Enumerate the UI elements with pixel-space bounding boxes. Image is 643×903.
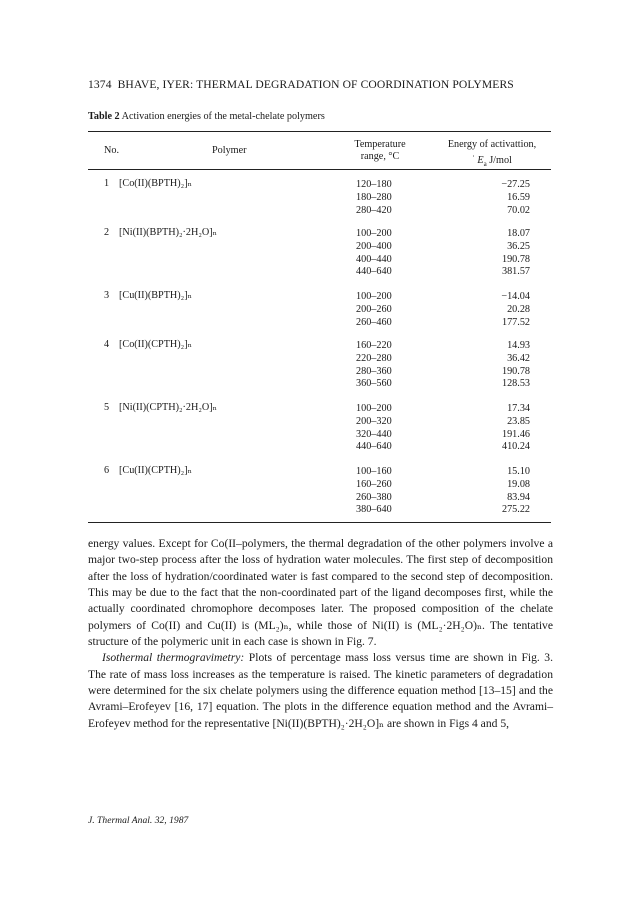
activation-energy: 36.25 bbox=[507, 240, 530, 252]
activation-energy: 410.24 bbox=[501, 441, 530, 453]
activation-energy: 17.34 bbox=[507, 403, 530, 414]
activation-energy: 381.57 bbox=[501, 266, 530, 278]
activation-energy: −27.25 bbox=[501, 179, 530, 190]
temperature-range: 360–560 bbox=[356, 378, 392, 390]
activation-energy: 16.59 bbox=[507, 191, 530, 203]
activation-energy: 36.42 bbox=[507, 352, 530, 364]
activation-energy: 83.94 bbox=[507, 491, 530, 503]
polymer-name: [Ni(II)(CPTH)₂·2H₂O]ₙ bbox=[119, 402, 218, 413]
row-number: 6 bbox=[104, 465, 110, 476]
table-top-rule bbox=[88, 131, 551, 132]
temperature-range: 200–320 bbox=[356, 415, 392, 427]
temperature-range: 220–280 bbox=[356, 352, 392, 364]
temperature-range: 100–200 bbox=[356, 291, 392, 302]
section-heading-isothermal: Isothermal thermogravimetry: bbox=[102, 651, 245, 665]
row-number: 5 bbox=[104, 402, 110, 413]
temperature-range: 100–200 bbox=[356, 228, 392, 239]
body-paragraph-2-text: Plots of percentage mass loss versus time are shown in Fig. 3. The rate of mass loss increases as the temperature is raised. The kinetic parameters of degradation were determined for the six chelate polymers using the difference equation method [13–15] and the Avrami–Erofeyev [16, 17] equation. The plots in the difference equation method and the Avrami–Erofeyev method for the representative [Ni(II)(BPTH)₂·2H₂O]ₙ are shown in Figs 4 and 5, bbox=[88, 651, 553, 730]
table-header-rule bbox=[88, 169, 551, 170]
energy-header-line1: Energy of activattion, bbox=[447, 139, 537, 150]
activation-energy: 190.78 bbox=[501, 253, 530, 265]
temperature-range: 440–640 bbox=[356, 441, 392, 453]
table-caption bbox=[88, 111, 325, 122]
temperature-range: 280–360 bbox=[356, 365, 392, 377]
temperature-range: 440–640 bbox=[356, 266, 392, 278]
body-text bbox=[88, 536, 553, 732]
temperature-range: 100–200 bbox=[356, 403, 392, 414]
temperature-range: 260–380 bbox=[356, 491, 392, 503]
row-number: 1 bbox=[104, 178, 110, 189]
temperature-range: 260–460 bbox=[356, 316, 392, 328]
activation-energy: 191.46 bbox=[501, 428, 530, 440]
page-number: 1374 bbox=[88, 78, 112, 91]
row-number: 4 bbox=[104, 339, 110, 350]
column-header-temperature bbox=[340, 139, 420, 163]
temperature-range: 180–280 bbox=[356, 191, 392, 203]
energy-header-line2: · $E_a$ J/mol bbox=[472, 152, 512, 169]
activation-energy: 18.07 bbox=[507, 228, 530, 239]
body-paragraph-2 bbox=[88, 650, 553, 732]
temperature-range: 320–440 bbox=[356, 428, 392, 440]
column-header-polymer: Polymer bbox=[212, 145, 247, 156]
column-header-energy bbox=[436, 139, 548, 170]
temperature-header-line1: Temperature bbox=[354, 139, 406, 150]
activation-energy: 14.93 bbox=[507, 340, 530, 351]
temperature-range: 380–640 bbox=[356, 504, 392, 516]
temperature-range: 100–160 bbox=[356, 466, 392, 477]
temperature-header-line2: range, °C bbox=[360, 151, 400, 162]
energy-symbol: E bbox=[477, 155, 484, 166]
activation-energy: 15.10 bbox=[507, 466, 530, 477]
activation-energy: 19.08 bbox=[507, 478, 530, 490]
table-caption-text: Activation energies of the metal-chelate polymers bbox=[121, 111, 325, 122]
running-title: BHAVE, IYER: THERMAL DEGRADATION OF COORDINATION POLYMERS bbox=[117, 78, 514, 91]
activation-energy: 275.22 bbox=[501, 504, 530, 516]
polymer-name: [Cu(II)(CPTH)₂]ₙ bbox=[119, 465, 193, 476]
polymer-name: [Co(II)(BPTH)₂]ₙ bbox=[119, 178, 193, 189]
table-bottom-rule bbox=[88, 522, 551, 523]
activation-energy: 190.78 bbox=[501, 365, 530, 377]
running-header bbox=[88, 78, 558, 91]
activation-energy: 20.28 bbox=[507, 303, 530, 315]
temperature-range: 280–420 bbox=[356, 204, 392, 216]
energy-unit: J/mol bbox=[489, 155, 512, 166]
temperature-range: 120–180 bbox=[356, 179, 392, 190]
activation-energy: 177.52 bbox=[501, 316, 530, 328]
temperature-range: 160–220 bbox=[356, 340, 392, 351]
polymer-name: [Co(II)(CPTH)₂]ₙ bbox=[119, 339, 193, 350]
temperature-range: 200–400 bbox=[356, 240, 392, 252]
polymer-name: [Ni(II)(BPTH)₂·2H₂O]ₙ bbox=[119, 227, 218, 238]
temperature-range: 160–260 bbox=[356, 478, 392, 490]
temperature-range: 400–440 bbox=[356, 253, 392, 265]
row-number: 2 bbox=[104, 227, 110, 238]
polymer-name: [Cu(II)(BPTH)₂]ₙ bbox=[119, 290, 193, 301]
activation-energy: 70.02 bbox=[507, 204, 530, 216]
journal-footer: J. Thermal Anal. 32, 1987 bbox=[88, 815, 189, 826]
activation-energy: 23.85 bbox=[507, 415, 530, 427]
body-paragraph-1: energy values. Except for Co(II–polymers, the thermal degradation of the other polymers involve a major two-step process after the loss of hydration water molecules. The first step of decomposition after the loss of hydration/coordinated water is fast compared to the second step of decomposition. This may be due to the fact that the non-coordinated part of the ligand decomposes first, while the actually coordinated chromophore decomposes later. The proposed composition of the chelate polymers of Co(II) and Cu(II) is (ML₂)ₙ, while those of Ni(II) is (ML₂·2H₂O)ₙ. The tentative structure of the polymeric unit in each case is shown in Fig. 7. bbox=[88, 537, 553, 649]
column-header-no: No. bbox=[104, 145, 119, 156]
temperature-range: 200–260 bbox=[356, 303, 392, 315]
table-caption-label: Table 2 bbox=[88, 111, 120, 122]
energy-symbol-subscript: a bbox=[483, 160, 487, 169]
activation-energy: −14.04 bbox=[501, 291, 530, 302]
activation-energy: 128.53 bbox=[501, 378, 530, 390]
row-number: 3 bbox=[104, 290, 110, 301]
